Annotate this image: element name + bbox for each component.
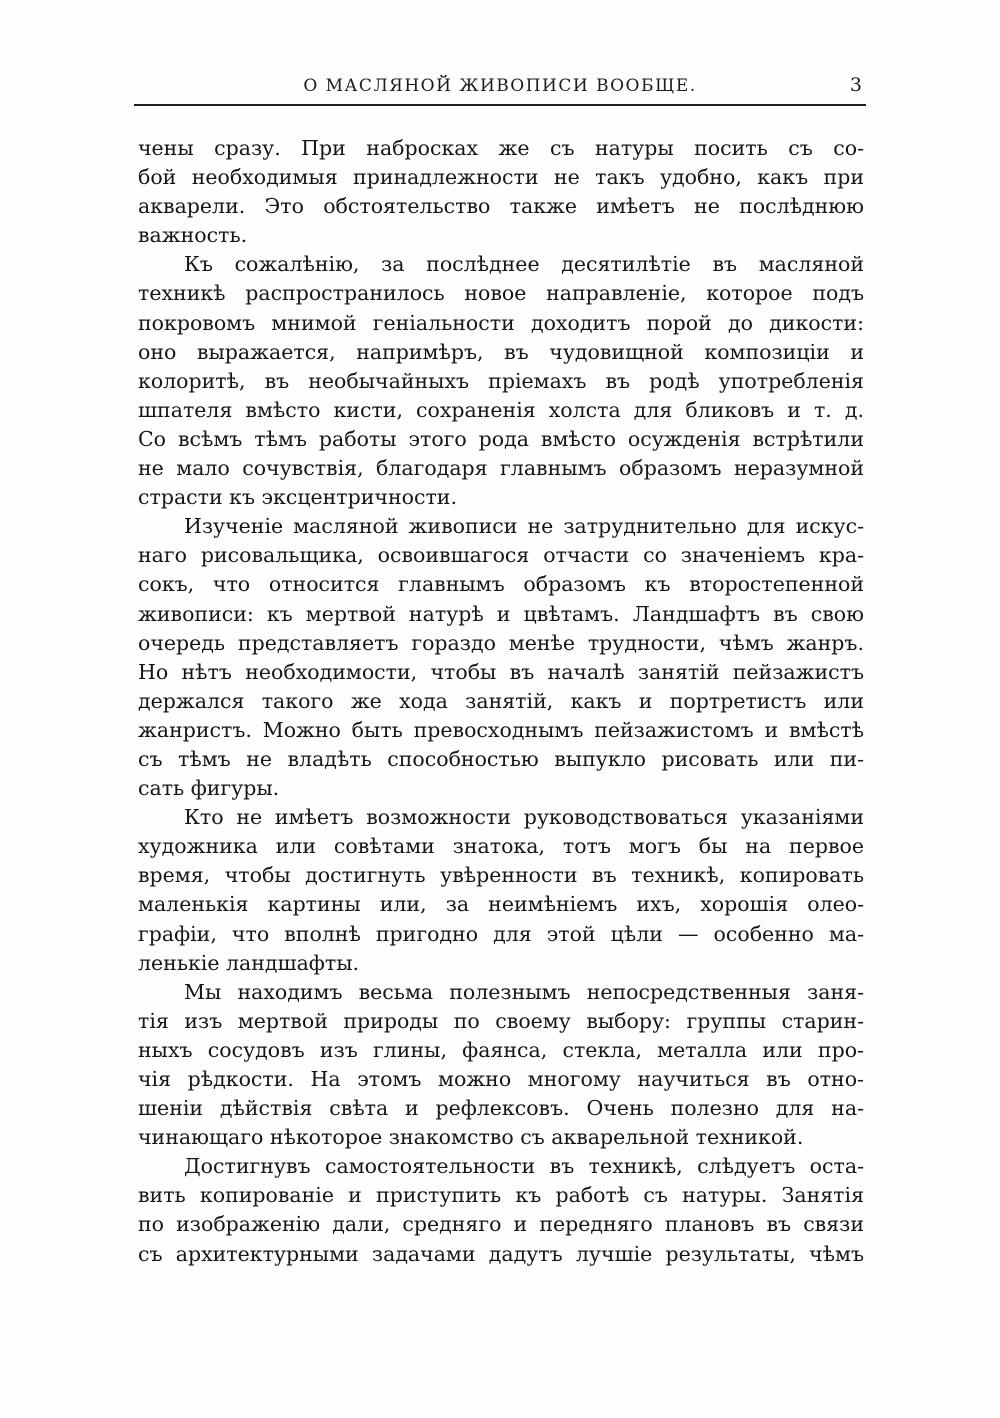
text-line: живописи: къ мертвой натурѣ и цвѣтамъ. Ландшафтъ въ свою [138, 601, 864, 626]
text-line: Мы находимъ весьма полезнымъ непосредственныя заня- [184, 979, 864, 1004]
paragraph [138, 512, 864, 803]
paragraph [138, 134, 864, 250]
text-line: шпателя вмѣсто кисти, сохраненія холста для бликовъ и т. д. [138, 397, 864, 422]
text-line: сокъ, что относится главнымъ образомъ къ второстепенной [138, 572, 864, 597]
text-line: покровомъ мнимой геніальности доходитъ порой до дикости: [138, 310, 864, 335]
page-number: 3 [849, 74, 862, 96]
text-line: ныхъ сосудовъ изъ глины, фаянса, стекла, металла или про- [138, 1037, 864, 1062]
header-rule [134, 104, 866, 106]
text-line: не мало сочувствія, благодаря главнымъ образомъ неразумной [138, 456, 864, 481]
text-line: художника или совѣтами знатока, тотъ могъ бы на первое [138, 834, 864, 859]
text-line: графіи, что вполнѣ пригодно для этой цѣли — особенно ма- [138, 921, 864, 946]
text-line: держался такого же хода занятій, какъ и портретистъ или [138, 688, 864, 713]
text-line: чія рѣдкости. На этомъ можно многому научиться въ отно- [138, 1067, 864, 1091]
text-line: Со всѣмъ тѣмъ работы этого рода вмѣсто осужденія встрѣтили [138, 426, 864, 451]
text-line: съ архитектурными задачами дадутъ лучшіе результаты, чѣмъ [138, 1241, 864, 1266]
text-line: жанристъ. Можно быть превосходнымъ пейзажистомъ и вмѣстѣ [138, 717, 864, 742]
text-line: техникѣ распространилось новое направленіе, которое подъ [138, 281, 864, 306]
text-line: маленькія картины или, за неимѣніемъ ихъ, хорошія олео- [138, 892, 864, 917]
text-line: бой необходимыя принадлежности не такъ удобно, какъ при [138, 165, 864, 190]
text-line: Къ сожалѣнію, за послѣднее десятилѣтіе въ масляной [184, 252, 864, 277]
text-line: тія изъ мертвой природы по своему выбору: группы старин- [138, 1008, 864, 1033]
text-line: наго рисовальщика, освоившагося отчасти со значеніемъ кра- [138, 543, 864, 568]
text-line: время, чтобы достигнуть увѣренности въ техникѣ, копировать [138, 863, 864, 888]
text-line: Изученіе масляной живописи не затруднительно для искус- [184, 514, 864, 539]
text-line: важность. [138, 223, 248, 248]
text-line: вить копированіе и приступить къ работѣ съ натуры. Занятія [138, 1183, 864, 1208]
body-text [138, 134, 864, 1269]
text-line: колоритѣ, въ необычайныхъ пріемахъ въ родѣ употребленія [138, 368, 864, 393]
text-line: сать фигуры. [138, 776, 280, 801]
text-line: Кто не имѣетъ возможности руководствоваться указаніями [184, 805, 864, 830]
text-line: акварели. Это обстоятельство также имѣетъ не послѣднюю [138, 194, 864, 219]
text-line: чены сразу. При набросках же съ натуры посить съ со- [138, 136, 864, 160]
text-line: Достигнувъ самостоятельности въ техникѣ, слѣдуетъ оста- [184, 1154, 864, 1179]
text-line: шеніи дѣйствія свѣта и рефлексовъ. Очень полезно для на- [138, 1096, 864, 1121]
text-line: оно выражается, напримѣръ, въ чудовищной композиціи и [138, 339, 864, 364]
text-line: по изображенію дали, средняго и передняго плановъ въ связи [138, 1212, 864, 1237]
text-line: ленькіе ландшафты. [138, 950, 360, 975]
running-title: О МАСЛЯНОЙ ЖИВОПИСИ ВООБЩЕ. [303, 76, 697, 96]
paragraph [138, 1152, 864, 1268]
text-line: Но нѣтъ необходимости, чтобы въ началѣ занятій пейзажистъ [138, 659, 864, 684]
text-line: съ тѣмъ не владѣть способностью выпукло рисовать или пи- [138, 746, 864, 771]
paragraph [138, 250, 864, 512]
text-line: страсти къ эксцентричности. [138, 485, 457, 510]
page-header [134, 74, 866, 104]
paragraph [138, 978, 864, 1153]
text-line: очередь представляетъ гораздо менѣе трудности, чѣмъ жанръ. [138, 630, 864, 655]
text-line: чинающаго нѣкоторое знакомство съ акварельной техникой. [138, 1125, 804, 1150]
paragraph [138, 803, 864, 978]
